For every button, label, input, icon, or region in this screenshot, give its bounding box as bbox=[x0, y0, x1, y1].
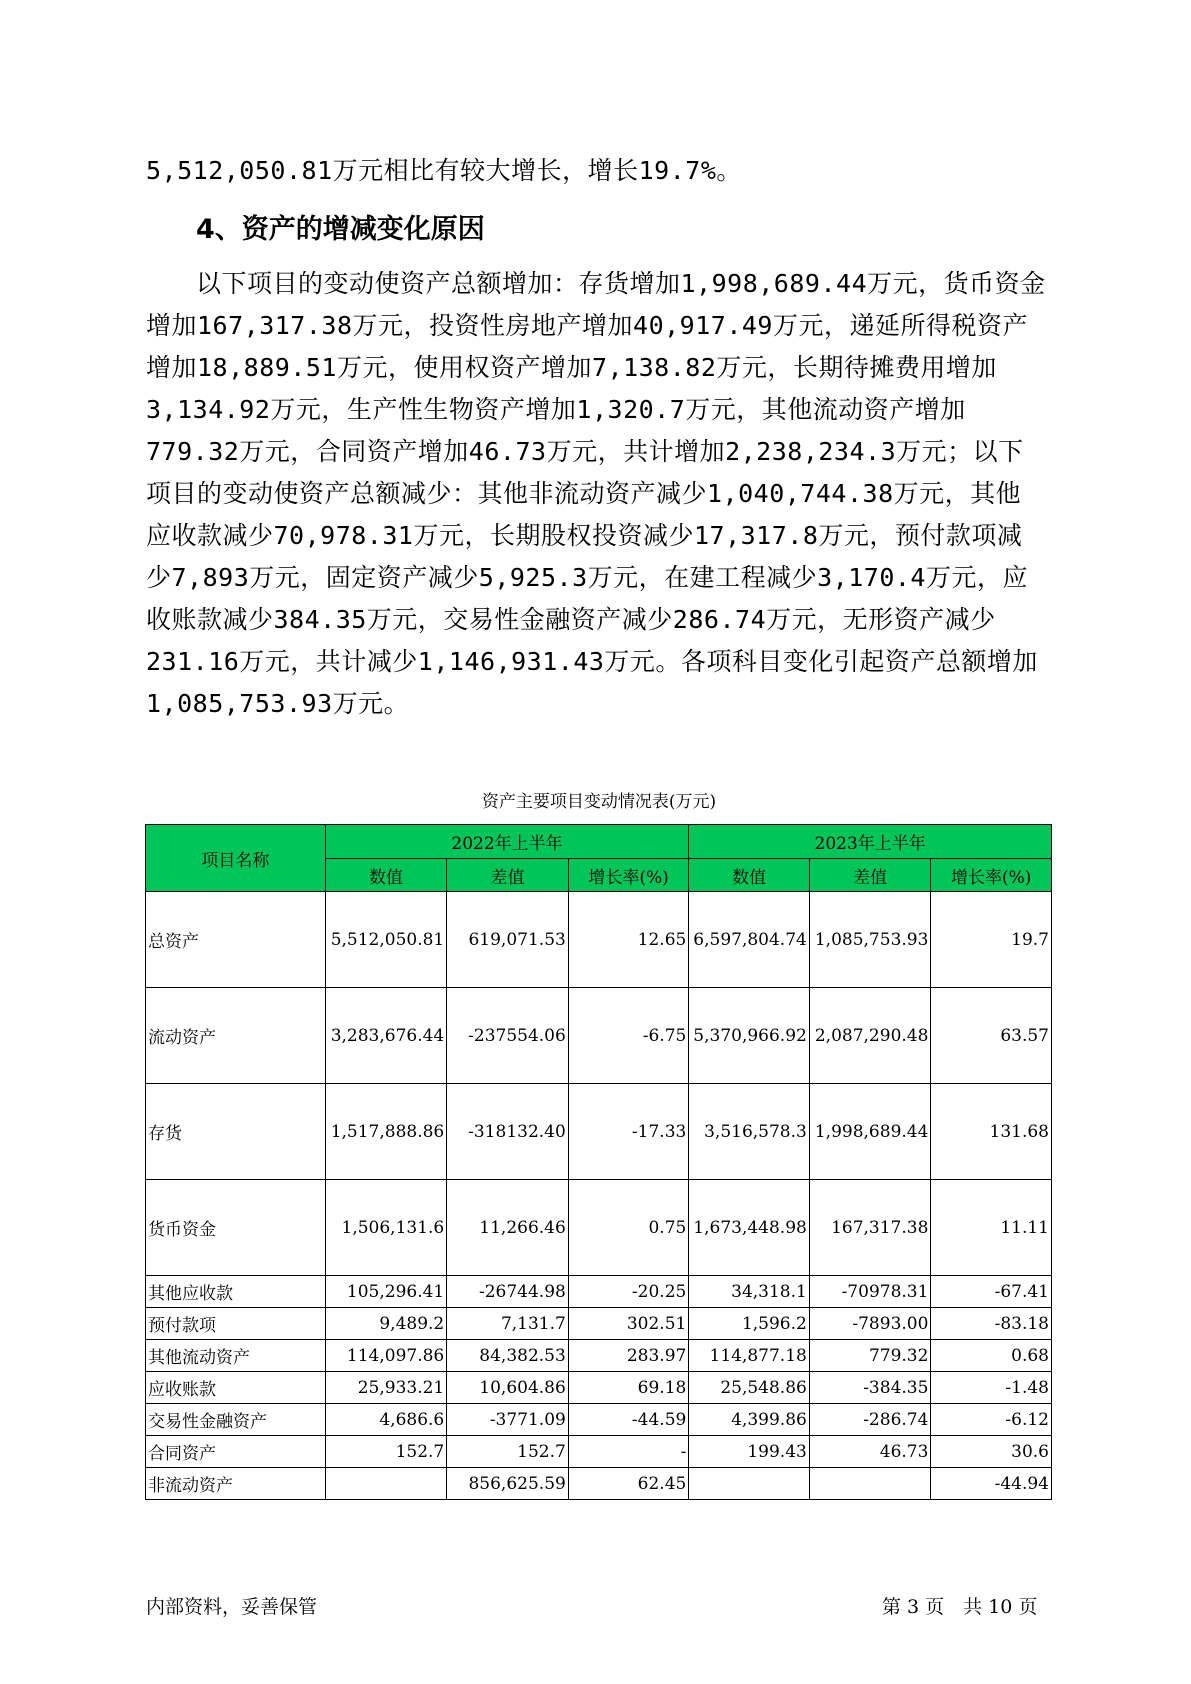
rate-2022: 69.18 bbox=[568, 1372, 689, 1404]
value-2023: 1,596.2 bbox=[689, 1308, 810, 1340]
diff-2023: 779.32 bbox=[809, 1340, 931, 1372]
value-2023: 1,673,448.98 bbox=[689, 1180, 810, 1276]
rate-2023: 131.68 bbox=[931, 1084, 1052, 1180]
value-2022: 25,933.21 bbox=[325, 1372, 447, 1404]
table-row bbox=[146, 988, 1052, 1084]
diff-2023: 2,087,290.48 bbox=[809, 988, 931, 1084]
value-2022: 5,512,050.81 bbox=[325, 892, 447, 988]
value-2023: 25,548.86 bbox=[689, 1372, 810, 1404]
lead-paragraph: 5,512,050.81万元相比有较大增长，增长19.7%。 bbox=[146, 156, 742, 185]
rate-2023: 63.57 bbox=[931, 988, 1052, 1084]
rate-2022: 62.45 bbox=[568, 1468, 689, 1500]
rate-2022: 12.65 bbox=[568, 892, 689, 988]
row-name: 交易性金融资产 bbox=[146, 1404, 326, 1436]
header-group-2022: 2022年上半年 bbox=[325, 825, 689, 859]
rate-2023: -1.48 bbox=[931, 1372, 1052, 1404]
diff-2023: 167,317.38 bbox=[809, 1180, 931, 1276]
value-2023 bbox=[689, 1468, 810, 1500]
header-group-2023: 2023年上半年 bbox=[689, 825, 1052, 859]
value-2022 bbox=[325, 1468, 447, 1500]
diff-2023: -70978.31 bbox=[809, 1276, 931, 1308]
header-value-2022: 数值 bbox=[325, 859, 447, 892]
diff-2022: -3771.09 bbox=[447, 1404, 569, 1436]
footer-confidential-note: 内部资料，妥善保管 bbox=[146, 1596, 318, 1618]
diff-2022: -26744.98 bbox=[447, 1276, 569, 1308]
row-name: 合同资产 bbox=[146, 1436, 326, 1468]
rate-2022: - bbox=[568, 1436, 689, 1468]
diff-2023: 1,085,753.93 bbox=[809, 892, 931, 988]
value-2022: 3,283,676.44 bbox=[325, 988, 447, 1084]
value-2023: 199.43 bbox=[689, 1436, 810, 1468]
rate-2023: -67.41 bbox=[931, 1276, 1052, 1308]
rate-2023: 19.7 bbox=[931, 892, 1052, 988]
header-rate-2023: 增长率(%) bbox=[931, 859, 1052, 892]
rate-2023: -6.12 bbox=[931, 1404, 1052, 1436]
diff-2023: -286.74 bbox=[809, 1404, 931, 1436]
header-item-name: 项目名称 bbox=[146, 825, 326, 892]
header-value-2023: 数值 bbox=[689, 859, 810, 892]
header-rate-2022: 增长率(%) bbox=[568, 859, 689, 892]
value-2023: 34,318.1 bbox=[689, 1276, 810, 1308]
value-2023: 4,399.86 bbox=[689, 1404, 810, 1436]
rate-2022: 283.97 bbox=[568, 1340, 689, 1372]
diff-2023: 1,998,689.44 bbox=[809, 1084, 931, 1180]
rate-2023: -83.18 bbox=[931, 1308, 1052, 1340]
diff-2022: 7,131.7 bbox=[447, 1308, 569, 1340]
table-row bbox=[146, 1468, 1052, 1500]
rate-2023: 0.68 bbox=[931, 1340, 1052, 1372]
rate-2023: 30.6 bbox=[931, 1436, 1052, 1468]
table-row bbox=[146, 1372, 1052, 1404]
rate-2023: 11.11 bbox=[931, 1180, 1052, 1276]
assets-change-table bbox=[145, 824, 1052, 1500]
rate-2022: -44.59 bbox=[568, 1404, 689, 1436]
row-name: 预付款项 bbox=[146, 1308, 326, 1340]
table-row bbox=[146, 1340, 1052, 1372]
value-2022: 1,506,131.6 bbox=[325, 1180, 447, 1276]
footer-page-number: 第 3 页 共 10 页 bbox=[882, 1596, 1038, 1618]
row-name: 流动资产 bbox=[146, 988, 326, 1084]
table-row bbox=[146, 1308, 1052, 1340]
diff-2022: 856,625.59 bbox=[447, 1468, 569, 1500]
row-name: 其他流动资产 bbox=[146, 1340, 326, 1372]
table-caption: 资产主要项目变动情况表(万元) bbox=[481, 792, 717, 812]
diff-2022: 10,604.86 bbox=[447, 1372, 569, 1404]
table-row bbox=[146, 1276, 1052, 1308]
diff-2022: 84,382.53 bbox=[447, 1340, 569, 1372]
diff-2022: 619,071.53 bbox=[447, 892, 569, 988]
row-name: 应收账款 bbox=[146, 1372, 326, 1404]
header-diff-2023: 差值 bbox=[809, 859, 931, 892]
value-2022: 9,489.2 bbox=[325, 1308, 447, 1340]
diff-2022: -237554.06 bbox=[447, 988, 569, 1084]
value-2022: 1,517,888.86 bbox=[325, 1084, 447, 1180]
rate-2022: -20.25 bbox=[568, 1276, 689, 1308]
table-row bbox=[146, 1084, 1052, 1180]
diff-2023: -7893.00 bbox=[809, 1308, 931, 1340]
value-2022: 4,686.6 bbox=[325, 1404, 447, 1436]
table-row bbox=[146, 1180, 1052, 1276]
value-2023: 3,516,578.3 bbox=[689, 1084, 810, 1180]
body-paragraph: 以下项目的变动使资产总额增加：存货增加1,998,689.44万元，货币资金增加167,317.38万元，投资性房地产增加40,917.49万元，递延所得税资产增加18,889.51万元，使用权资产增加7,138.82万元，长期待摊费用增加3,134.92万元，生产性生物资产增加1,320.7万元，其他流动资产增加779.32万元，合同资产增加46.73万元，共计增加2,238,234.3万元；以下项目的变动使资产总额减少：其他非流动资产减少1,040,744.38万元，其他应收款减少70,978.31万元，长期股权投资减少17,317.8万元，预付款项减少7,893万元，固定资产减少5,925.3万元，在建工程减少3,170.4万元，应收账款减少384.35万元，交易性金融资产减少286.74万元，无形资产减少231.16万元，共计减少1,146,931.43万元。各项科目变化引起资产总额增加1,085,753.93万元。 bbox=[146, 269, 1046, 718]
rate-2022: 302.51 bbox=[568, 1308, 689, 1340]
row-name: 非流动资产 bbox=[146, 1468, 326, 1500]
rate-2022: 0.75 bbox=[568, 1180, 689, 1276]
table-row bbox=[146, 892, 1052, 988]
row-name: 存货 bbox=[146, 1084, 326, 1180]
value-2023: 114,877.18 bbox=[689, 1340, 810, 1372]
section-heading: 4、资产的增减变化原因 bbox=[196, 214, 485, 245]
value-2023: 5,370,966.92 bbox=[689, 988, 810, 1084]
row-name: 货币资金 bbox=[146, 1180, 326, 1276]
rate-2022: -17.33 bbox=[568, 1084, 689, 1180]
row-name: 其他应收款 bbox=[146, 1276, 326, 1308]
row-name: 总资产 bbox=[146, 892, 326, 988]
value-2022: 105,296.41 bbox=[325, 1276, 447, 1308]
diff-2022: -318132.40 bbox=[447, 1084, 569, 1180]
table-row bbox=[146, 1436, 1052, 1468]
diff-2023: -384.35 bbox=[809, 1372, 931, 1404]
diff-2022: 152.7 bbox=[447, 1436, 569, 1468]
diff-2023: 46.73 bbox=[809, 1436, 931, 1468]
value-2023: 6,597,804.74 bbox=[689, 892, 810, 988]
value-2022: 114,097.86 bbox=[325, 1340, 447, 1372]
rate-2022: -6.75 bbox=[568, 988, 689, 1084]
rate-2023: -44.94 bbox=[931, 1468, 1052, 1500]
diff-2023 bbox=[809, 1468, 931, 1500]
value-2022: 152.7 bbox=[325, 1436, 447, 1468]
table-row bbox=[146, 1404, 1052, 1436]
diff-2022: 11,266.46 bbox=[447, 1180, 569, 1276]
header-diff-2022: 差值 bbox=[447, 859, 569, 892]
